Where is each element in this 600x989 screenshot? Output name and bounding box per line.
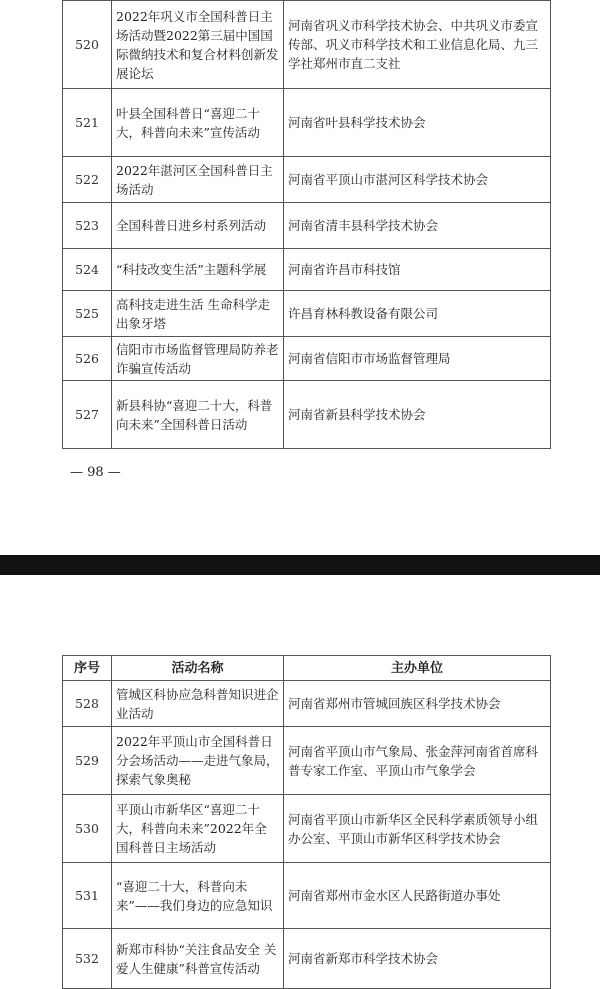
page-separator bbox=[0, 555, 600, 575]
header-activity-name: 活动名称 bbox=[112, 656, 284, 681]
organizer: 河南省叶县科学技术协会 bbox=[284, 89, 551, 157]
organizer: 河南省平顶山市湛河区科学技术协会 bbox=[284, 157, 551, 203]
activity-name: “喜迎二十大，科普向未来”——我们身边的应急知识 bbox=[112, 863, 284, 929]
activity-name: 高科技走进生活 生命科学走出象牙塔 bbox=[112, 291, 284, 337]
activity-table bbox=[62, 655, 551, 989]
row-number: 523 bbox=[63, 203, 112, 249]
table-row bbox=[63, 337, 551, 381]
header-number: 序号 bbox=[63, 656, 112, 681]
row-number: 522 bbox=[63, 157, 112, 203]
table-row bbox=[63, 249, 551, 291]
activity-name: 平顶山市新华区“喜迎二十大，科普向未来”2022年全国科普日主场活动 bbox=[112, 795, 284, 863]
row-number: 532 bbox=[63, 929, 112, 989]
activity-name: 2022年湛河区全国科普日主场活动 bbox=[112, 157, 284, 203]
organizer: 河南省信阳市市场监督管理局 bbox=[284, 337, 551, 381]
table-row bbox=[63, 681, 551, 727]
table-row bbox=[63, 929, 551, 989]
table-row bbox=[63, 1, 551, 89]
organizer: 河南省清丰县科学技术协会 bbox=[284, 203, 551, 249]
table-row bbox=[63, 89, 551, 157]
table-row bbox=[63, 291, 551, 337]
activity-name: 管城区科协应急科普知识进企业活动 bbox=[112, 681, 284, 727]
organizer: 河南省新县科学技术协会 bbox=[284, 381, 551, 449]
document-page-99 bbox=[0, 575, 600, 985]
activity-name: 叶县全国科普日“喜迎二十大，科普向未来”宣传活动 bbox=[112, 89, 284, 157]
table-row bbox=[63, 203, 551, 249]
activity-name: 2022年巩义市全国科普日主场活动暨2022第三届中国国际微纳技术和复合材料创新发展论坛 bbox=[112, 1, 284, 89]
activity-name: 新县科协“喜迎二十大，科普向未来”全国科普日活动 bbox=[112, 381, 284, 449]
table-row bbox=[63, 795, 551, 863]
organizer: 河南省平顶山市新华区全民科学素质领导小组办公室、平顶山市新华区科学技术协会 bbox=[284, 795, 551, 863]
organizer: 河南省巩义市科学技术协会、中共巩义市委宣传部、巩义市科学技术和工业信息化局、九三学社郑州市直二支社 bbox=[284, 1, 551, 89]
row-number: 524 bbox=[63, 249, 112, 291]
organizer: 河南省郑州市金水区人民路街道办事处 bbox=[284, 863, 551, 929]
row-number: 530 bbox=[63, 795, 112, 863]
row-number: 527 bbox=[63, 381, 112, 449]
page-number: — 98 — bbox=[70, 465, 121, 480]
activity-name: “科技改变生活”主题科学展 bbox=[112, 249, 284, 291]
row-number: 520 bbox=[63, 1, 112, 89]
table-row bbox=[63, 381, 551, 449]
organizer: 河南省许昌市科技馆 bbox=[284, 249, 551, 291]
table-row bbox=[63, 157, 551, 203]
table-header-row bbox=[63, 656, 551, 681]
organizer: 河南省新郑市科学技术协会 bbox=[284, 929, 551, 989]
row-number: 528 bbox=[63, 681, 112, 727]
activity-name: 2022年平顶山市全国科普日分会场活动——走进气象局，探索气象奥秘 bbox=[112, 727, 284, 795]
organizer: 河南省郑州市管城回族区科学技术协会 bbox=[284, 681, 551, 727]
header-organizer: 主办单位 bbox=[284, 656, 551, 681]
organizer: 河南省平顶山市气象局、张金萍河南省首席科普专家工作室、平顶山市气象学会 bbox=[284, 727, 551, 795]
activity-table bbox=[62, 0, 551, 449]
row-number: 521 bbox=[63, 89, 112, 157]
table-row bbox=[63, 727, 551, 795]
row-number: 531 bbox=[63, 863, 112, 929]
row-number: 525 bbox=[63, 291, 112, 337]
activity-name: 新郑市科协“关注食品安全 关爱人生健康”科普宣传活动 bbox=[112, 929, 284, 989]
row-number: 526 bbox=[63, 337, 112, 381]
row-number: 529 bbox=[63, 727, 112, 795]
table-row bbox=[63, 863, 551, 929]
organizer: 许昌育林科教设备有限公司 bbox=[284, 291, 551, 337]
activity-name: 信阳市市场监督管理局防养老诈骗宣传活动 bbox=[112, 337, 284, 381]
activity-name: 全国科普日进乡村系列活动 bbox=[112, 203, 284, 249]
